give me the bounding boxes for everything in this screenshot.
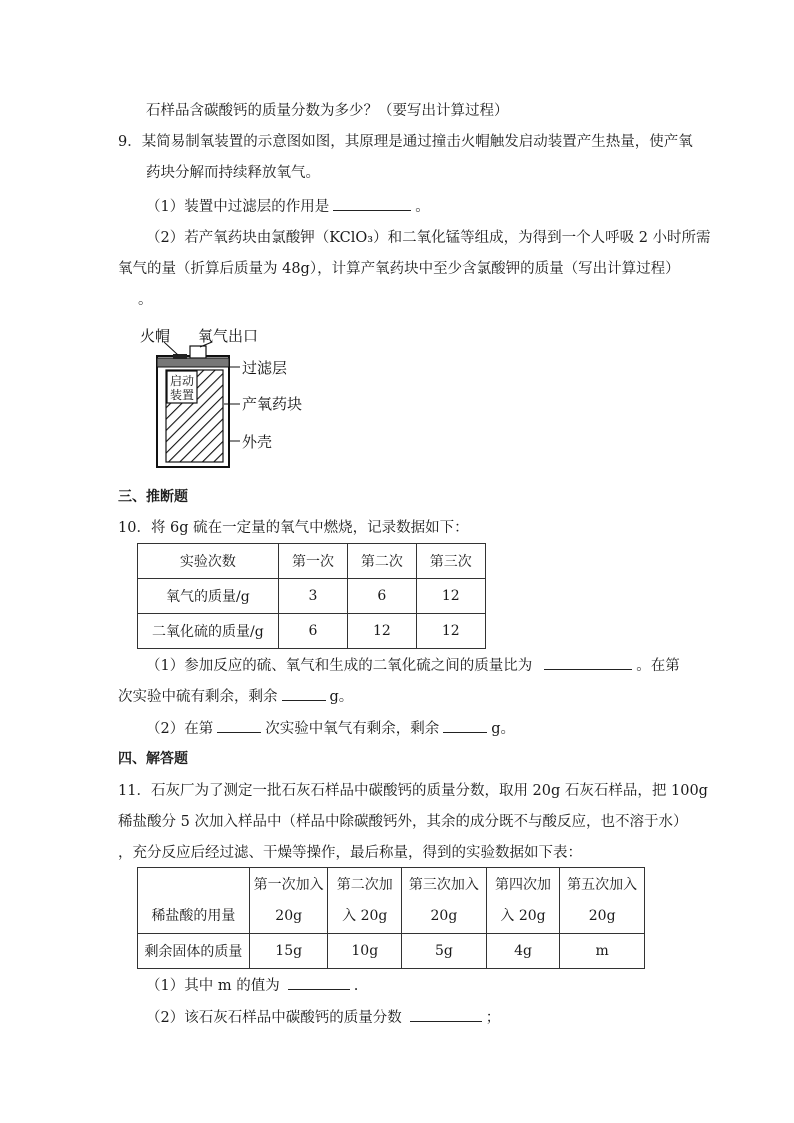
table-row	[138, 614, 486, 649]
table-cell: 4g	[486, 934, 560, 969]
table-cell: 6	[278, 614, 347, 649]
table-cell: 12	[348, 614, 416, 649]
table-cell: 实验次数	[138, 544, 279, 579]
oxygen-generator-diagram	[140, 320, 460, 480]
table-cell: 12	[416, 579, 485, 614]
answer-blank[interactable]	[333, 196, 411, 211]
q10-sub1-line-2	[118, 686, 353, 707]
cell-line: 第五次加入	[567, 876, 638, 893]
q11-line-3: ，充分反应后经过滤、干燥等操作，最后称量，得到的实验数据如下表：	[118, 845, 582, 861]
table-header-row	[138, 544, 486, 579]
answer-blank[interactable]	[410, 1007, 482, 1022]
table-cell: 稀盐酸的用量	[138, 868, 250, 934]
table-cell	[328, 868, 402, 934]
section-3-heading: 三、推断题	[118, 489, 188, 505]
table-cell: 第二次	[348, 544, 416, 579]
q10-sub2-end: g。	[491, 721, 516, 737]
cell-line: 入 20g	[500, 907, 546, 924]
table-cell: 二氧化硫的质量/g	[138, 614, 279, 649]
cell-line: 20g	[430, 907, 458, 924]
cell-line: 20g	[588, 907, 616, 924]
q9-line-1: 9．某简易制氧装置的示意图如图，其原理是通过撞击火帽触发启动装置产生热量，使产氧	[118, 134, 693, 150]
q9-sub1-end: 。	[415, 199, 430, 215]
q11-line-2: 稀盐酸分 5 次加入样品中（样品中除碳酸钙外，其余的成分既不与酸反应，也不溶于水）	[118, 814, 688, 830]
table-cell: m	[560, 934, 645, 969]
q10-intro: 10．将 6g 硫在一定量的氧气中燃烧，记录数据如下：	[118, 520, 469, 536]
table-cell	[249, 868, 328, 934]
label-start-2: 装置	[170, 388, 195, 402]
table-row	[138, 934, 645, 969]
q11-table	[137, 867, 645, 969]
label-block: 产氧药块	[242, 395, 303, 413]
section-4-heading: 四、解答题	[118, 751, 188, 767]
cell-line: 20g	[275, 907, 303, 924]
q9-line-2: 药块分解而持续释放氧气。	[146, 165, 320, 181]
table-cell: 12	[416, 614, 485, 649]
answer-blank[interactable]	[217, 718, 261, 733]
filter-layer	[157, 358, 229, 367]
q10-sub1-text-2: 次实验中硫有剩余，剩余	[118, 689, 278, 705]
table-cell: 6	[348, 579, 416, 614]
table-cell: 氧气的质量/g	[138, 579, 279, 614]
answer-blank[interactable]	[282, 686, 326, 701]
table-cell: 第一次	[278, 544, 347, 579]
cell-line: 第二次加	[336, 876, 393, 893]
table-cell: 第三次	[416, 544, 485, 579]
q11-sub1-text: （1）其中 m 的值为	[146, 978, 280, 994]
cell-line: 第三次加入	[408, 876, 479, 893]
q11-line-1: 11．石灰厂为了测定一批石灰石样品中碳酸钙的质量分数，取用 20g 石灰石样品，把 100g	[118, 783, 708, 799]
oxygen-outlet	[190, 346, 206, 358]
q11-sub1-end: .	[353, 978, 359, 994]
label-start-1: 启动	[170, 374, 195, 388]
answer-blank[interactable]	[544, 655, 632, 670]
q9-sub2-line-2: 氧气的量（折算后质量为 48g），计算产氧药块中至少含氯酸钾的质量（写出计算过程）	[118, 261, 680, 277]
q11-sub2-end: ；	[485, 1010, 501, 1026]
q11-sub1	[146, 975, 358, 996]
cell-line: 第一次加入	[253, 876, 324, 893]
table-cell: 5g	[402, 934, 487, 969]
q8-tail-line: 石样品含碳酸钙的质量分数为多少？（要写出计算过程）	[146, 103, 509, 119]
table-cell	[402, 868, 487, 934]
answer-blank[interactable]	[288, 975, 350, 990]
q10-sub1-text: （1）参加反应的硫、氧气和生成的二氧化硫之间的质量比为	[146, 658, 533, 674]
table-cell	[560, 868, 645, 934]
q10-sub2-mid: 次实验中氧气有剩余，剩余	[265, 721, 440, 737]
q10-sub1-end-2: g。	[329, 689, 354, 705]
q10-sub2	[146, 718, 515, 739]
q11-sub2	[146, 1007, 500, 1028]
cell-line: 入 20g	[342, 907, 388, 924]
q11-sub2-text: （2）该石灰石样品中碳酸钙的质量分数	[146, 1010, 402, 1026]
label-shell: 外壳	[242, 433, 273, 451]
table-row	[138, 579, 486, 614]
label-outlet: 氧气出口	[198, 327, 259, 345]
q10-sub2-text: （2）在第	[146, 721, 214, 737]
table-cell: 剩余固体的质量	[138, 934, 250, 969]
table-cell: 3	[278, 579, 347, 614]
q9-sub1-text: （1）装置中过滤层的作用是	[146, 199, 330, 215]
firing-cap	[173, 354, 187, 359]
table-cell	[486, 868, 560, 934]
q9-sub2-line-1: （2）若产氧药块由氯酸钾（KClO₃）和二氧化锰等组成，为得到一个人呼吸 2 小时所需	[146, 230, 711, 246]
q10-sub1-line-1	[146, 655, 680, 676]
answer-blank[interactable]	[443, 718, 487, 733]
cell-line: 第四次加	[495, 876, 551, 893]
q10-sub1-end: 。在第	[636, 658, 680, 674]
table-cell: 10g	[328, 934, 402, 969]
q10-table	[137, 543, 486, 649]
q9-sub1	[146, 196, 430, 217]
table-header-row	[138, 868, 645, 934]
table-cell: 15g	[249, 934, 328, 969]
label-filter: 过滤层	[242, 359, 288, 377]
label-cap: 火帽	[140, 327, 171, 345]
q9-sub2-line-3: 。	[138, 292, 153, 308]
